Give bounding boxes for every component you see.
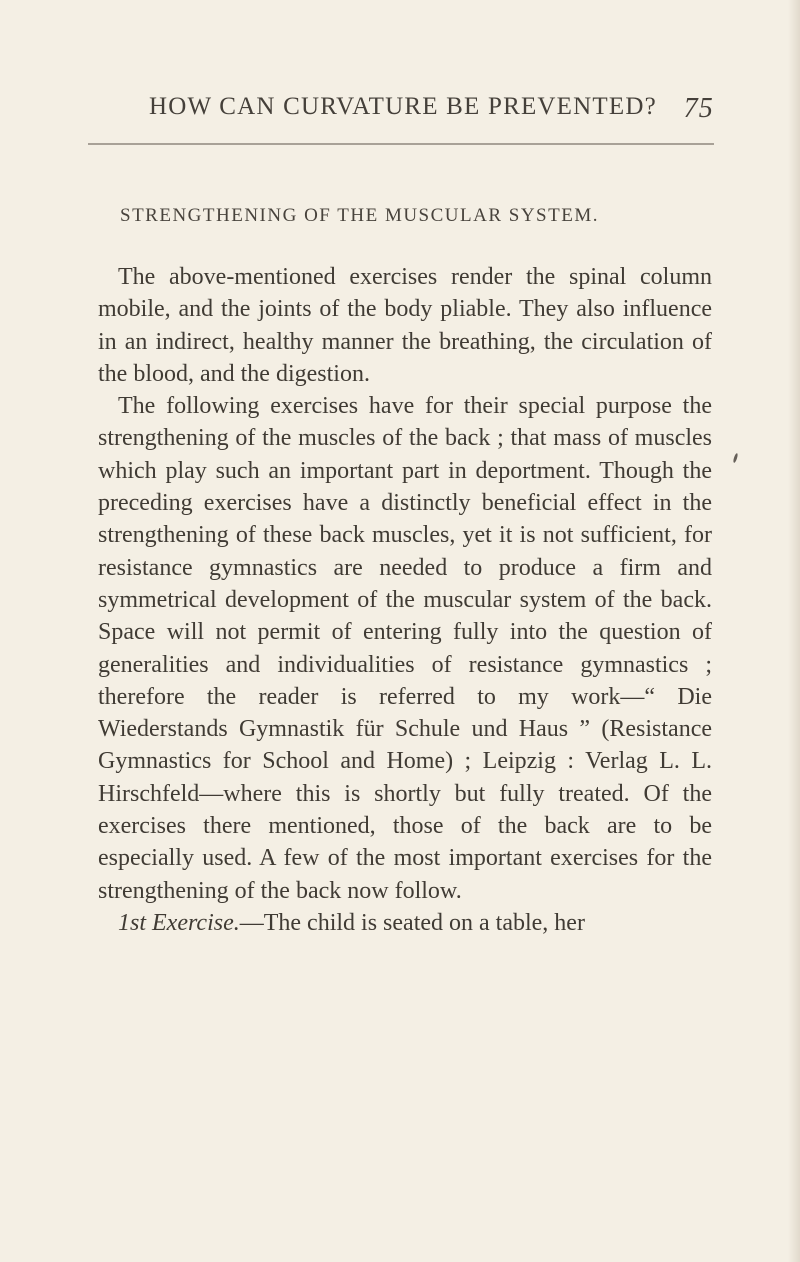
- header-rule: [88, 143, 714, 145]
- body-text: [98, 261, 712, 939]
- running-title: HOW CAN CURVATURE BE PREVENTED?: [149, 93, 657, 120]
- paragraph: The above-mentioned exercises render the spinal column mobile, and the joints of the body pliable. They also influence in an indirect, healthy manner the breathing, the circulation of the blood, and the digestion.: [98, 264, 712, 387]
- page-edge-shadow: [788, 0, 800, 1262]
- exercise-label: 1st Exercise.: [118, 909, 240, 936]
- paragraph: The following exercises have for their special purpose the strengthening of the muscles of the back ; that mass of muscles which play such an important part in deportment. Though the preceding exercises have a distinctly beneficial effect in the strengthening of these back muscles, yet it is not sufficient, for resistance gymnastics are needed to produce a firm and symmetrical development of the muscular system of the back. Space will not permit of entering fully into the question of generalities and individualities of resistance gymnastics ; therefore the reader is referred to my work—“ Die Wiederstands Gymnastik für Schule und Haus ” (Resistance Gymnastics for School and Home) ; Leipzig : Verlag L. L. Hirschfeld—where this is shortly but fully treated. Of the exercises there mentioned, those of the back are to be especially used. A few of the most important exercises for the strengthening of the back now follow.: [98, 393, 712, 904]
- paragraph: [98, 907, 712, 939]
- running-head: [149, 93, 714, 133]
- exercise-text: —The child is seated on a table, her: [239, 909, 585, 936]
- page-number: 75: [683, 93, 714, 124]
- section-heading: STRENGTHENING OF THE MUSCULAR SYSTEM.: [120, 205, 599, 226]
- print-speck: [733, 453, 739, 463]
